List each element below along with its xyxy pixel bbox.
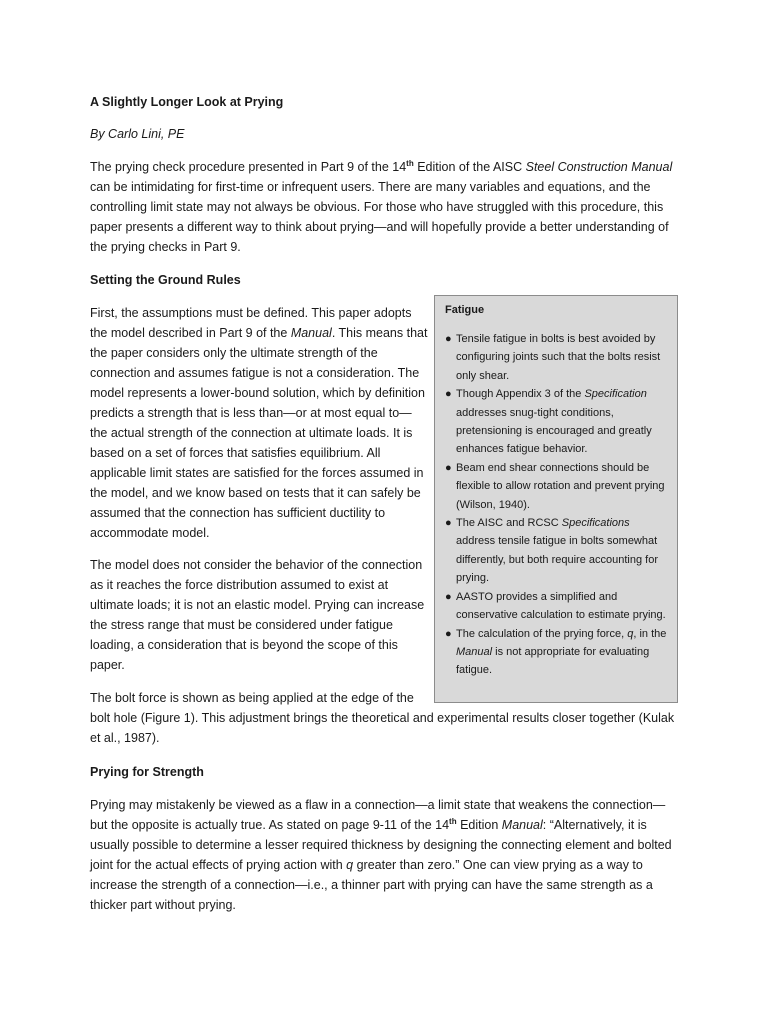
bullet-icon: ● xyxy=(445,590,452,603)
sidebar-list xyxy=(445,330,669,680)
bullet-icon: ● xyxy=(445,333,452,345)
bullet-icon: ● xyxy=(445,461,452,474)
sidebar-item: ● Though Appendix 3 of the Specification addresses snug-tight conditions, pretensioning is encouraged and greatly enhances fatigue behavior. xyxy=(445,385,669,459)
paragraph-model-behavior: The model does not consider the behavior of the connection as it reaches the force distribution assumed to exist at ultimate loads; it is not an elastic model. Prying can increase the stress range that must be considered under fatigue loading, a consideration that is beyond the scope of this paper. xyxy=(90,558,425,672)
paragraph-bolt-force: The bolt force is shown as being applied at the edge of the bolt hole (Figure 1). This adjustment brings the theoretical and experimental results closer together (Kulak et al., 1987). xyxy=(90,691,675,745)
fatigue-sidebar xyxy=(434,295,678,703)
sidebar-item: ● The AISC and RCSC Specifications address tensile fatigue in bolts somewhat differently, but both require accounting for prying. xyxy=(445,514,669,588)
paragraph-assumptions: First, the assumptions must be defined. This paper adopts the model described in Part 9 of the Manual. This means that the paper considers only the ultimate strength of the connection and assumes fatigue is not a consideration. The model represents a lower-bound solution, which by definition predicts a strength that is less than—or at most equal to—the actual strength of the connection at ultimate loads. It is based on a set of forces that satisfies equilibrium. All applicable limit states are satisfied for the forces assumed in the model, and we know based on tests that it can safely be assumed that the connection has sufficient ductility to accommodate model. xyxy=(90,306,428,540)
bullet-icon: ● xyxy=(445,627,452,640)
document-page xyxy=(90,0,678,1024)
sidebar-item: ● Beam end shear connections should be flexible to allow rotation and prevent prying (Wilson, 1940). xyxy=(445,459,669,514)
sidebar-item: ● The calculation of the prying force, q, in the Manual is not appropriate for evaluating fatigue. xyxy=(445,625,669,680)
heading-prying-strength: Prying for Strength xyxy=(90,765,204,779)
sidebar-title: Fatigue xyxy=(445,304,485,316)
bullet-icon: ● xyxy=(445,517,452,530)
paragraph-prying-strength: Prying may mistakenly be viewed as a flaw in a connection—a limit state that weakens the connection—but the opposite is actually true. As stated on page 9-11 of the 14th Edition Manual: “Alternatively, it is usually possible to determine a lesser required thickness by designing the connecting element and bolted joint for the actual effects of prying action with q greater than zero.” One can view prying as a way to increase the strength of a connection—i.e., a thinner part with prying can have the same strength as a thicker part without prying. xyxy=(90,798,672,912)
bullet-icon: ● xyxy=(445,388,452,401)
sidebar-item: ● AASTO provides a simplified and conservative calculation to estimate prying. xyxy=(445,588,669,625)
intro-paragraph: The prying check procedure presented in Part 9 of the 14th Edition of the AISC Steel Construction Manual can be intimidating for first-time or infrequent users. There are many variables and equations, and the controlling limit state may not always be obvious. For those who have struggled with this procedure, this paper presents a different way to think about prying—and will hopefully provide a better understanding of the prying checks in Part 9. xyxy=(90,159,673,254)
heading-ground-rules: Setting the Ground Rules xyxy=(90,273,241,287)
sidebar-item: ● Tensile fatigue in bolts is best avoided by configuring joints such that the bolts resist only shear. xyxy=(445,330,669,385)
author-byline: By Carlo Lini, PE xyxy=(90,127,185,141)
document-title: A Slightly Longer Look at Prying xyxy=(90,95,284,109)
